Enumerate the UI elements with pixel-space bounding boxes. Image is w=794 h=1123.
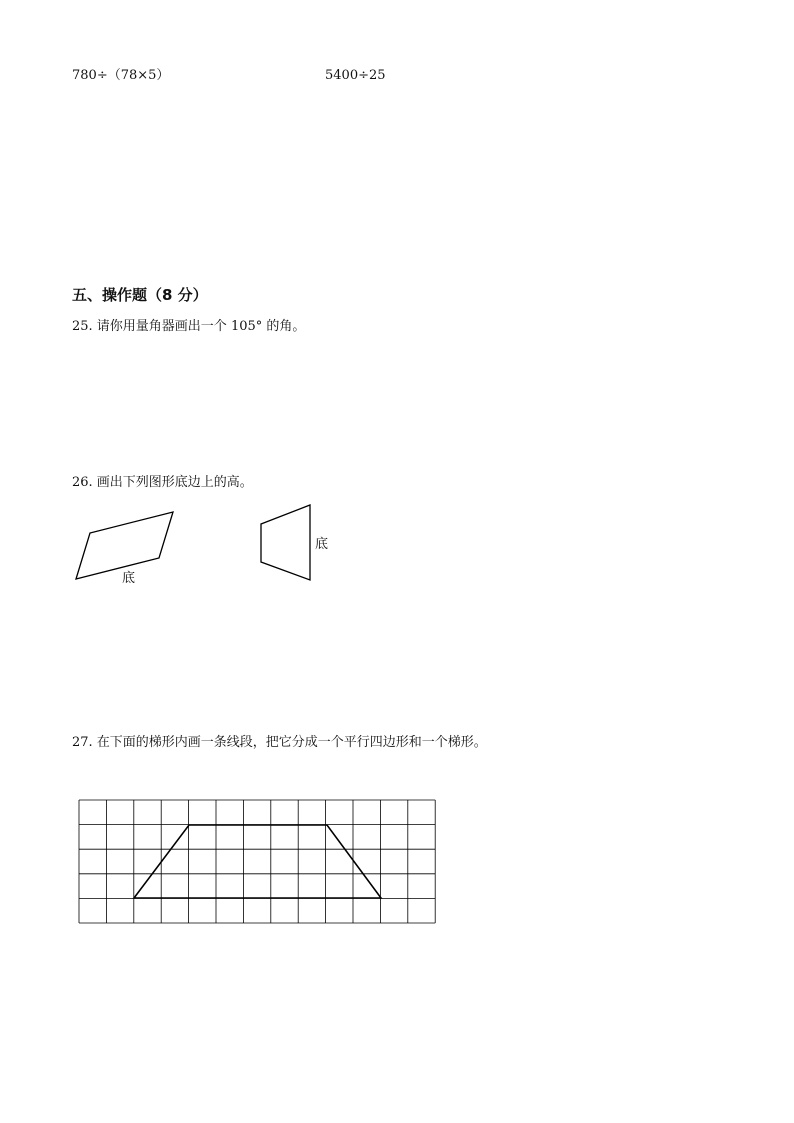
- question-27: 27. 在下面的梯形内画一条线段，把它分成一个平行四边形和一个梯形。: [72, 735, 487, 750]
- expression-1: 780÷（78×5）: [72, 68, 170, 83]
- expression-2: 5400÷25: [325, 68, 386, 83]
- grid-lines: [79, 800, 435, 923]
- parallelogram-base-label: 底: [122, 571, 136, 586]
- parallelogram: [76, 512, 173, 579]
- trapezoid-base-label: 底: [315, 537, 329, 552]
- trapezoid: [261, 505, 310, 580]
- section-title: 五、操作题（8 分）: [72, 286, 208, 304]
- grid-trapezoid: [134, 825, 381, 898]
- question-25: 25. 请你用量角器画出一个 105° 的角。: [72, 319, 306, 334]
- question-26: 26. 画出下列图形底边上的高。: [72, 475, 253, 490]
